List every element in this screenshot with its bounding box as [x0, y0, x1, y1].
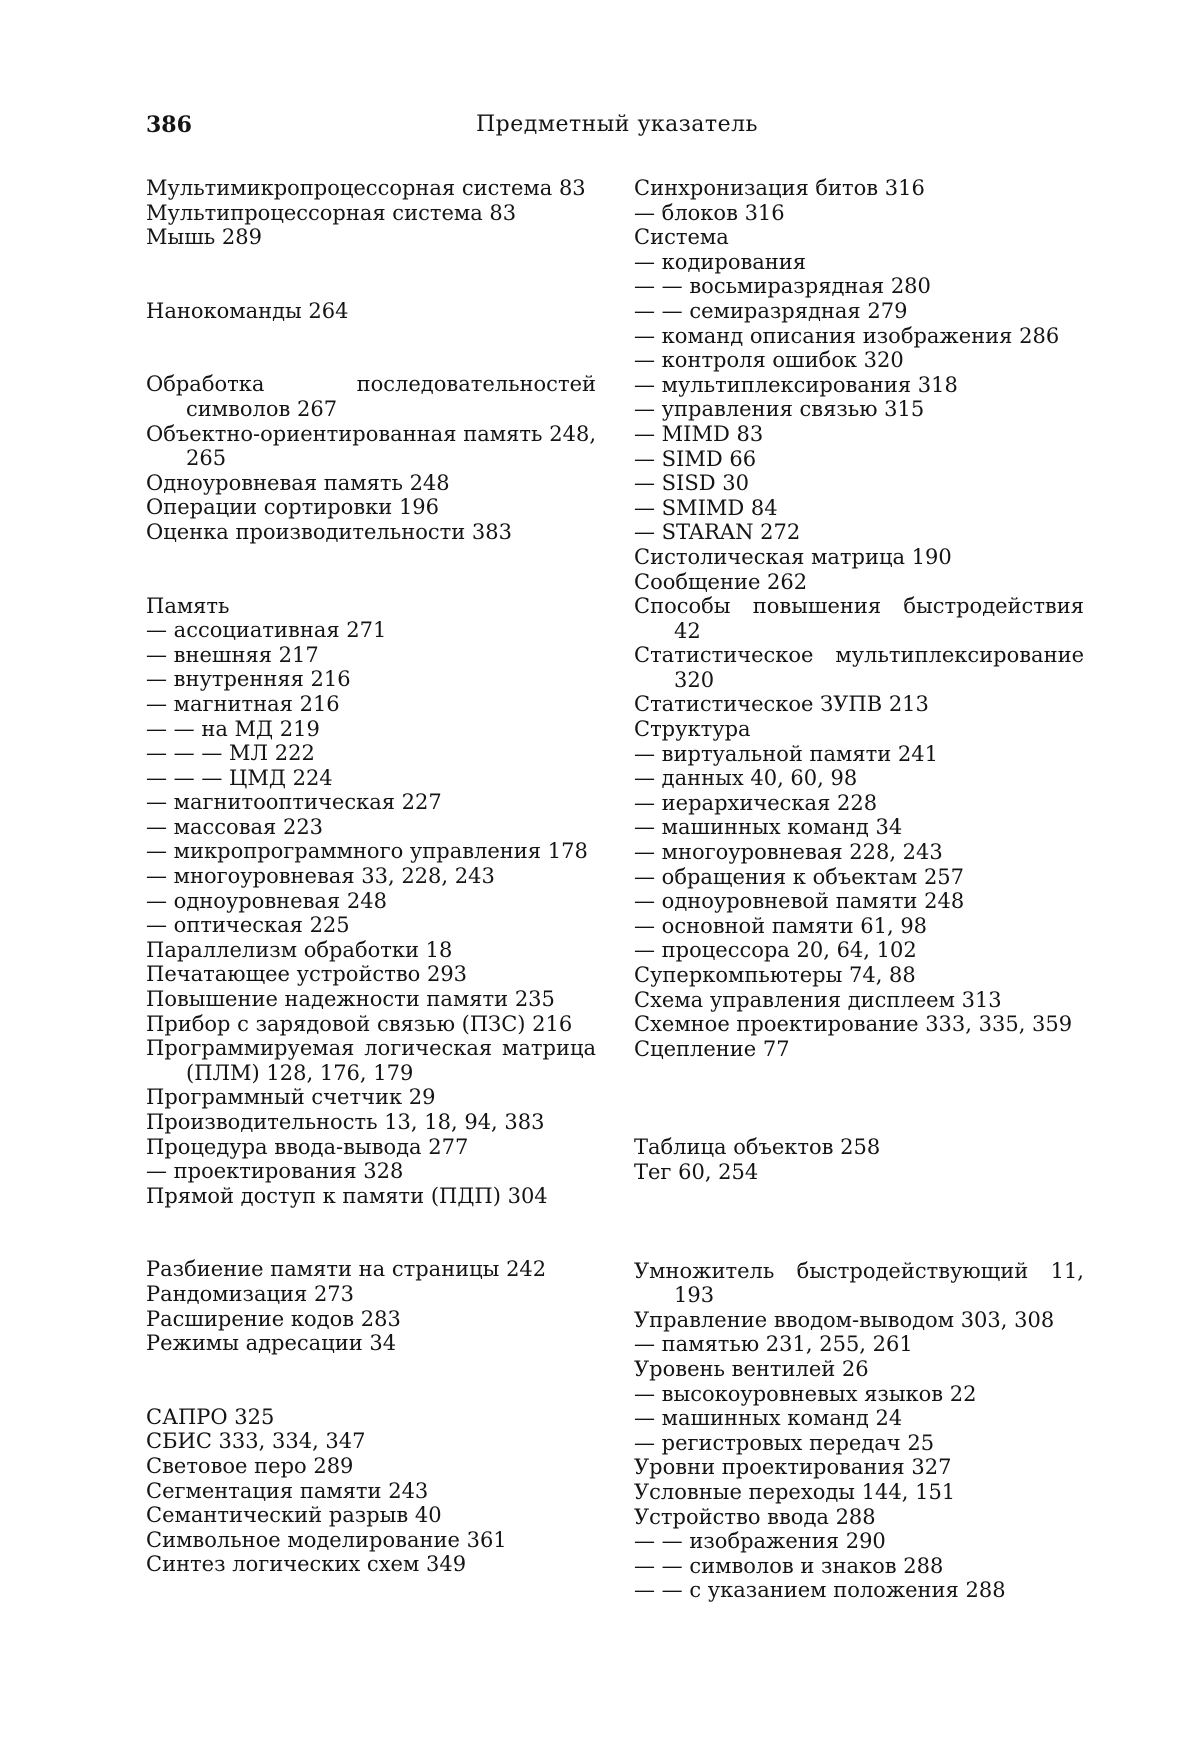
page-header [146, 112, 1076, 142]
index-entry: — машинных команд 24 [634, 1406, 903, 1431]
page-number: 386 [146, 112, 192, 138]
index-entry: Расширение кодов 283 [146, 1306, 401, 1331]
index-entry: Сегментация памяти 243 [146, 1478, 429, 1503]
index-entry: Прямой доступ к памяти (ПДП) 304 [146, 1183, 548, 1208]
index-entry: Разбиение памяти на страницы 242 [146, 1257, 547, 1282]
index-entry: — — восьмиразрядная 280 [634, 274, 931, 299]
section-gap [146, 1356, 596, 1405]
index-entry: Способы повышения быстродействия 42 [634, 594, 1084, 643]
index-entry: — внешняя 217 [146, 642, 319, 667]
index-entry: — оптическая 225 [146, 913, 350, 938]
index-entry: — кодирования [634, 249, 807, 274]
index-entry: Таблица объектов 258 [634, 1135, 881, 1160]
index-entry: Управление вводом-выводом 303, 308 [634, 1307, 1055, 1332]
index-entry: Статистическое мультиплексирование 320 [634, 643, 1084, 692]
index-entry: Объектно-ориентированная память 248, 265 [146, 421, 596, 471]
index-entry: Устройство ввода 288 [634, 1504, 876, 1529]
index-entry: СБИС 333, 334, 347 [146, 1429, 366, 1454]
index-entry: — — с указанием положения 288 [634, 1578, 1006, 1603]
index-entry: Система [634, 225, 729, 250]
index-entry: — проектирования 328 [146, 1159, 404, 1184]
index-entry: Синтез логических схем 349 [146, 1552, 467, 1577]
index-entry: — магнитооптическая 227 [146, 790, 442, 815]
index-entry: — SISD 30 [634, 471, 749, 496]
index-entry: Обработка последовательностей символов 267 [146, 372, 596, 421]
running-title: Предметный указатель [476, 112, 759, 137]
index-entry: Одноуровневая память 248 [146, 470, 450, 495]
index-entry: Структура [634, 717, 751, 742]
index-entry: Суперкомпьютеры 74, 88 [634, 963, 916, 987]
section-gap [634, 1185, 1084, 1259]
index-entry: Нанокоманды 264 [146, 298, 349, 323]
index-entry: — массовая 223 [146, 814, 324, 839]
index-entry: — магнитная 216 [146, 691, 340, 716]
index-entry: Операции сортировки 196 [146, 495, 440, 520]
index-entry: — данных 40, 60, 98 [634, 766, 858, 791]
index-entry: Тег 60, 254 [634, 1159, 759, 1184]
index-entry: Схемное проектирование 333, 335, 359 [634, 1012, 1073, 1037]
index-entry: Семантический разрыв 40 [146, 1503, 442, 1528]
index-entry: Прибор с зарядовой связью (ПЗС) 216 [146, 1011, 573, 1036]
index-entry: — обращения к объектам 257 [634, 864, 965, 889]
index-entry: Режимы адресации 34 [146, 1331, 397, 1356]
index-entry: Символьное моделирование 361 [146, 1527, 507, 1552]
index-entry: Статистическое ЗУПВ 213 [634, 692, 929, 717]
index-entry: — одноуровневая 248 [146, 888, 387, 913]
index-entry: САПРО 325 [146, 1404, 275, 1429]
section-gap [146, 1208, 596, 1257]
index-entry: — ассоциативная 271 [146, 618, 387, 643]
index-entry: Рандомизация 273 [146, 1281, 355, 1306]
index-entry: Повышение надежности памяти 235 [146, 987, 555, 1012]
index-entry: — многоуровневая 33, 228, 243 [146, 864, 495, 889]
index-entry: — высокоуровневых языков 22 [634, 1381, 977, 1406]
index-entry: — — — МЛ 222 [146, 741, 315, 766]
index-entry: Условные переходы 144, 151 [634, 1479, 956, 1504]
section-gap [146, 250, 596, 299]
index-entry: Мышь 289 [146, 225, 262, 250]
index-entry: Мультимикропроцессорная система 83 [146, 176, 586, 200]
index-entry: — — символов и знаков 288 [634, 1553, 944, 1578]
index-entry: Производительность 13, 18, 94, 383 [146, 1110, 545, 1134]
index-entry: — одноуровневой памяти 248 [634, 889, 965, 914]
index-entry: — памятью 231, 255, 261 [634, 1332, 913, 1357]
section-gap [634, 1061, 1084, 1135]
index-column-left [146, 176, 596, 1577]
index-entry: Умножитель быстродействующий 11, 193 [634, 1258, 1084, 1308]
index-entry: — — изображения 290 [634, 1529, 886, 1554]
index-entry: Мультипроцессорная система 83 [146, 200, 517, 225]
index-entry: Печатающее устройство 293 [146, 962, 468, 987]
index-entry: Световое перо 289 [146, 1453, 354, 1478]
index-entry: — микропрограммного управления 178 [146, 839, 588, 864]
index-column-right [634, 176, 1084, 1603]
index-entry: — регистровых передач 25 [634, 1430, 935, 1455]
index-entry: — иерархическая 228 [634, 790, 878, 815]
index-entry: — внутренняя 216 [146, 667, 351, 692]
index-entry: Сцепление 77 [634, 1036, 790, 1061]
index-entry: — MIMD 83 [634, 421, 764, 446]
section-gap [146, 323, 596, 372]
index-entry: Оценка производительности 383 [146, 519, 512, 544]
index-entry: Программируемая логическая матрица (ПЛМ) 128, 176, 179 [146, 1036, 596, 1085]
index-entry: — процессора 20, 64, 102 [634, 938, 917, 963]
index-entry: — машинных команд 34 [634, 815, 903, 840]
index-entry: — команд описания изображения 286 [634, 323, 1060, 348]
index-entry: — управления связью 315 [634, 397, 925, 422]
index-entry: Параллелизм обработки 18 [146, 937, 453, 962]
index-entry: — SMIMD 84 [634, 495, 778, 520]
index-entry: Схема управления дисплеем 313 [634, 987, 1002, 1012]
index-entry: Процедура ввода-вывода 277 [146, 1134, 469, 1159]
section-gap [146, 545, 596, 594]
index-entry: Систолическая матрица 190 [634, 544, 952, 569]
index-entry: — виртуальной памяти 241 [634, 741, 938, 766]
index-entry: Синхронизация битов 316 [634, 176, 925, 200]
index-entry: Программный счетчик 29 [146, 1085, 436, 1110]
index-entry: — — на МД 219 [146, 716, 320, 741]
index-entry: Память [146, 593, 230, 618]
index-entry: Уровень вентилей 26 [634, 1356, 869, 1381]
index-entry: — мультиплексирования 318 [634, 372, 958, 397]
index-entry: Уровни проектирования 327 [634, 1455, 952, 1480]
index-entry: — — — ЦМД 224 [146, 765, 333, 790]
index-entry: — SIMD 66 [634, 446, 757, 471]
index-entry: — многоуровневая 228, 243 [634, 840, 943, 865]
index-entry: Сообщение 262 [634, 569, 808, 594]
index-entry: — блоков 316 [634, 200, 785, 225]
index-entry: — контроля ошибок 320 [634, 348, 904, 373]
index-entry: — — семиразрядная 279 [634, 298, 908, 323]
index-entry: — основной памяти 61, 98 [634, 913, 928, 938]
index-entry: — STARAN 272 [634, 520, 801, 545]
